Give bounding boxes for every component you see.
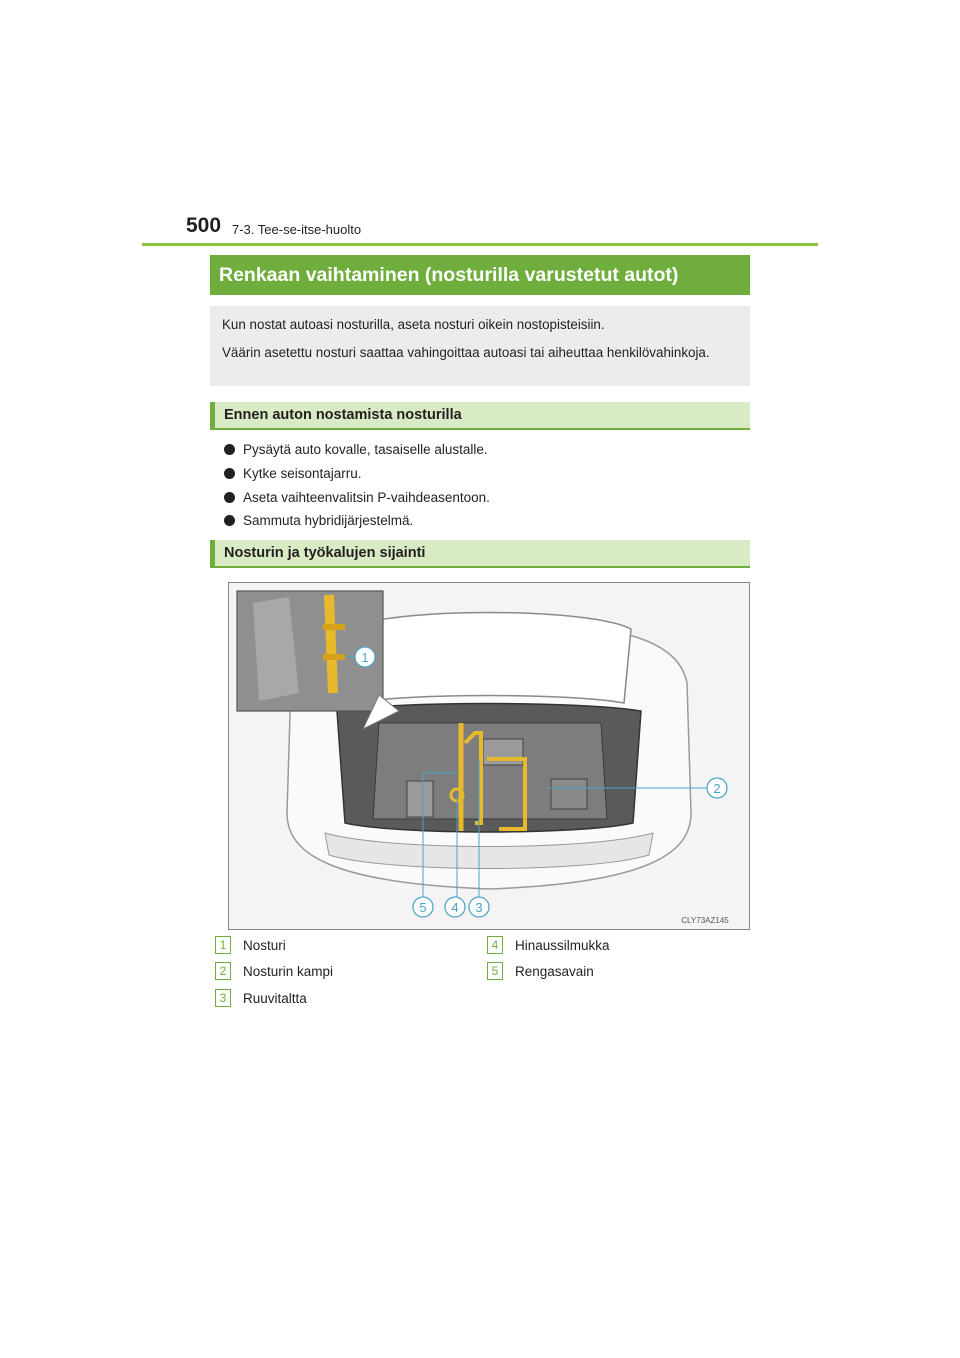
inset-jack [329,595,333,693]
list-item [224,462,490,486]
list-item-text: Aseta vaihteenvalitsin P-vaihdeasentoon. [243,489,490,505]
legend-number: 5 [487,962,503,980]
intro-paragraph-1: Kun nostat autoasi nosturilla, aseta nosturi oikein nostopisteisiin. [222,317,605,332]
trunk-illustration [228,582,750,930]
svg-text:1: 1 [361,650,369,665]
callout-4 [445,897,465,917]
svg-text:3: 3 [475,900,483,915]
legend-item-5 [487,961,594,981]
svg-text:2: 2 [713,781,721,796]
intro-box [210,306,750,386]
section-heading-text: Ennen auton nostamista nosturilla [224,407,462,423]
section-heading-before-lifting [210,402,750,430]
header-rule [142,243,818,246]
trunk-illustration-svg [229,583,749,929]
legend-label: Nosturi [243,937,286,953]
section-heading-text: Nosturin ja työkalujen sijainti [224,545,426,561]
callout-1 [355,647,375,667]
legend-label: Ruuvitaltta [243,990,307,1006]
legend-item-2 [215,961,333,981]
callout-2 [707,778,727,798]
floor-panel-right [551,779,587,809]
list-item [224,485,490,509]
legend-number: 1 [215,936,231,954]
legend-number: 2 [215,962,231,980]
intro-paragraph-2: Väärin asetettu nosturi saattaa vahingoittaa autoasi tai aiheuttaa henkilövahinkoja. [222,345,710,360]
bullet-icon [224,492,235,503]
legend-item-4 [487,935,610,955]
callout-5 [413,897,433,917]
svg-text:5: 5 [419,900,427,915]
floor-panel-left [407,781,433,817]
bullet-list [224,438,490,533]
list-item [224,509,490,533]
legend-label: Nosturin kampi [243,963,334,979]
illustration-code: CLY73AZ145 [681,916,729,925]
legend-label: Hinaussilmukka [515,937,610,953]
section-heading-jack-location [210,540,750,568]
bullet-icon [224,515,235,526]
list-item-text: Kytke seisontajarru. [243,466,362,482]
svg-text:4: 4 [451,900,459,915]
list-item-text: Sammuta hybridijärjestelmä. [243,513,414,529]
legend-label: Rengasavain [515,963,594,979]
floor-panel-top [483,739,523,765]
list-item [224,438,490,462]
main-title-bar [210,255,750,295]
legend-number: 3 [215,989,231,1007]
bullet-icon [224,444,235,455]
legend-item-1 [215,935,286,955]
chapter-title: 7-3. Tee-se-itse-huolto [232,222,362,237]
list-item-text: Pysäytä auto kovalle, tasaiselle alustalle. [243,442,488,458]
legend-number: 4 [487,936,503,954]
callout-3 [469,897,489,917]
page-number: 500 [186,214,222,237]
bullet-icon [224,468,235,479]
main-title: Renkaan vaihtaminen (nosturilla varustetut autot) [219,263,679,286]
trunk-lid [347,613,631,704]
legend-item-3 [215,988,307,1008]
